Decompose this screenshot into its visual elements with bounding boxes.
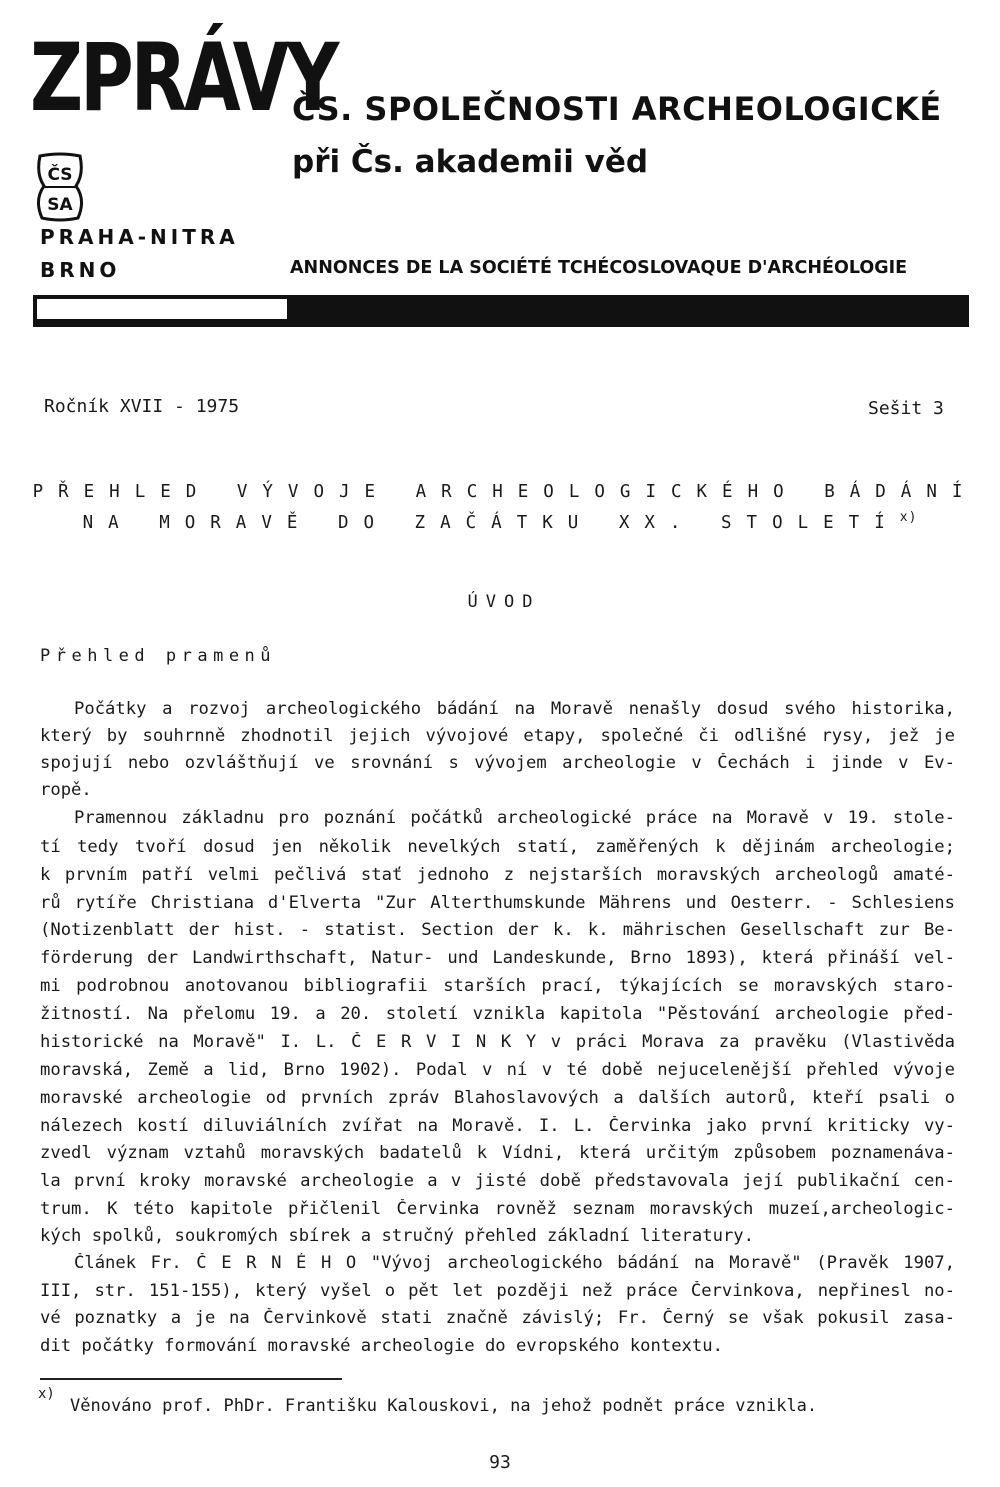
article-title-line1: PŘEHLED VÝVOJE ARCHEOLOGICKÉHO BÁDÁNÍ: [32, 482, 978, 502]
body-line: (Notizenblatt der hist. - statist. Section der k. k. mährischen Gesellschaft zur Be-: [40, 920, 955, 940]
publisher-cities-line1: PRAHA-NITRA: [40, 225, 239, 249]
body-line: rů rytíře Christiana d'Elverta "Zur Alterthumskunde Mährens und Oesterr. - Schlesiens: [40, 893, 955, 913]
body-line: spojují nebo ozvláštňují ve srovnání s vývojem archeologie v Čechách i jinde v Ev-: [40, 753, 955, 773]
body-line: který by souhrnně zhodnotil jejich vývojové etapy, společné či odlišné rysy, jež je: [40, 726, 955, 746]
masthead-rule: [33, 295, 969, 327]
body-line: III, str. 151-155), který vyšel o pět let později než práce Červinkova, nepřinesl no-: [40, 1281, 955, 1301]
logo-text-bottom: SA: [47, 195, 73, 215]
body-line: Počátky a rozvoj archeologického bádání na Moravě nenašly dosud svého historika,: [74, 699, 955, 719]
footnote-mark: x): [38, 1386, 55, 1402]
body-line: vé poznatky a je na Červinkově stati značně závislý; Fr. Černý se však pokusil zasa-: [40, 1308, 955, 1328]
body-line: förderung der Landwirthschaft, Natur- und Landeskunde, Brno 1893), která přináší vel-: [40, 948, 955, 968]
article-title-line2: [0, 510, 1000, 533]
body-line: mi podrobnou anotovanou bibliografii starších prací, týkajících se moravských staro-: [40, 976, 955, 996]
body-line: moravská, Země a lid, Brno 1902). Podal v ní v té době nejucelenější přehled vývoje: [40, 1060, 955, 1080]
body-line: Pramennou základnu pro poznání počátků archeologické práce na Moravě v 19. stole-: [74, 808, 955, 828]
title-footnote-mark: x): [899, 510, 918, 525]
body-line: tí tedy tvoří dosud jen několik nevelkých statí, zaměřených k dějinám archeologie;: [40, 837, 955, 857]
body-line: nálezech kostí diluviálních zvířat na Moravě. I. L. Červinka jako první kriticky vy-: [40, 1116, 955, 1136]
body-line: dit počátky formování moravské archeologie do evropského kontextu.: [40, 1336, 723, 1356]
body-line: historické na Moravě" I. L. Č E R V I N K Y v práci Morava za pravěku (Vlastivěda: [40, 1032, 955, 1052]
body-line: kých spolků, soukromých sbírek a stručný přehled základní literatury.: [40, 1226, 754, 1246]
volume-info: Ročník XVII - 1975: [44, 396, 240, 417]
body-line: ropě.: [40, 780, 92, 800]
body-line: zvedl význam vztahů moravských badatelů k Vídni, která určitým způsobem poznamenáva-: [40, 1143, 955, 1163]
society-logo-icon: [32, 152, 88, 222]
issue-number: Sešit 3: [868, 398, 944, 419]
body-line: žitností. Na přelomu 19. a 20. století vznikla kapitola "Pěstování archeologie před-: [40, 1004, 955, 1024]
journal-subtitle-line1: ČS. SPOLEČNOSTI ARCHEOLOGICKÉ: [292, 90, 942, 128]
section-heading: ÚVOD: [467, 592, 541, 612]
body-line: k prvním patří velmi pečlivá stať jednoho z nejstarších moravských archeologů amaté-: [40, 865, 955, 885]
journal-title: ZPRÁVY: [30, 24, 337, 133]
french-title: ANNONCES DE LA SOCIÉTÉ TCHÉCOSLOVAQUE D'ARCHÉOLOGIE: [290, 258, 908, 278]
article-title-line2-text: NA MORAVĚ DO ZAČÁTKU XX. STOLETÍ: [82, 512, 900, 533]
journal-subtitle-line2: při Čs. akademii věd: [292, 144, 649, 180]
body-line: la první kroky moravské archeologie a v jisté době představovala její publikační cen-: [40, 1171, 955, 1191]
page-number: 93: [489, 1452, 511, 1473]
footnote-rule: [40, 1378, 342, 1380]
footnote-text: Věnováno prof. PhDr. Františku Kalouskovi, na jehož podnět práce vznikla.: [70, 1396, 818, 1416]
logo-text-top: ČS: [47, 165, 73, 185]
publisher-cities-line2: BRNO: [40, 258, 121, 282]
body-line: trum. K této kapitole přičlenil Červinka rovněž seznam moravských muzeí,archeologic-: [40, 1199, 955, 1219]
body-line: moravské archeologie od prvních zpráv Blahoslavových a dalších autorů, kteří psali o: [40, 1088, 955, 1108]
subsection-heading: Přehled pramenů: [40, 646, 277, 666]
body-line: Článek Fr. Č E R N É H O "Vývoj archeologického bádání na Moravě" (Pravěk 1907,: [74, 1253, 955, 1273]
